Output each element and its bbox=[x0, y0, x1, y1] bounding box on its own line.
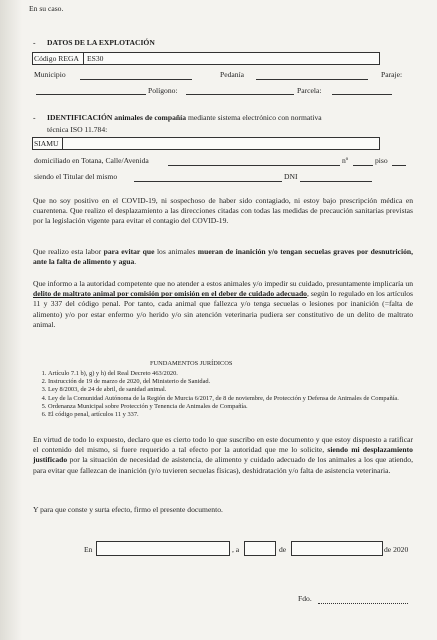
mes-field[interactable] bbox=[291, 541, 383, 556]
domicilio-label: domiciliado en Totana, Calle/Avenida bbox=[34, 156, 149, 165]
pedania-label: Pedanía bbox=[220, 70, 245, 79]
fdo-label: Fdo. bbox=[298, 594, 312, 603]
parcela-label: Parcela: bbox=[297, 86, 322, 95]
bullet-dash-2: - bbox=[33, 113, 36, 122]
paraje-label: Paraje: bbox=[381, 70, 403, 79]
fundamento-item: 2. Instrucción de 19 de marzo de 2020, del Ministerio de Sanidad. bbox=[48, 378, 404, 386]
paragraph-covid: Que no soy positivo en el COVID-19, ni sospechoso de haber sido contagiado, ni estoy bajo prescripción médica en cuarentena. Que realizo el desplazamiento a las direcciones citadas con todas las medidas de precaución sanitarias previstas por la legislación vigente para evitar el contagio del COVID-19. bbox=[33, 196, 413, 226]
piso-label: piso bbox=[375, 156, 388, 165]
paraje-field[interactable] bbox=[36, 94, 146, 95]
dni-field[interactable] bbox=[300, 181, 372, 182]
numero-field[interactable] bbox=[353, 165, 373, 166]
pedania-field[interactable] bbox=[256, 79, 368, 80]
siamu-field[interactable] bbox=[62, 137, 380, 150]
paragraph-declaracion: En virtud de todo lo expuesto, declaro que es cierto todo lo que suscribo en este documento y que estoy dispuesto a ratificar el contenido del mismo, si fuere requerido a tal efecto por la autoridad que me lo solicite, siendo mi desplazamiento justificado por la situación de necesidad de asistencia, de alimento y cuidado adecuado de los animales a los que atiendo, para evitar que fallezcan de inanición (y/o tuvieren secuelas físicas), deshidratación y/o falta de asistencia veterinaria. bbox=[33, 435, 413, 475]
titular-label: siendo el Titular del mismo bbox=[34, 172, 118, 181]
fundamento-item: 6. El código penal, artículos 11 y 337. bbox=[48, 411, 404, 419]
bullet-dash: - bbox=[33, 38, 36, 47]
parcela-field[interactable] bbox=[332, 94, 392, 95]
year-label: de 2020 bbox=[384, 545, 409, 554]
numero-label: nº bbox=[342, 156, 349, 165]
codigo-rega-field[interactable] bbox=[83, 52, 380, 65]
municipio-label: Municipio bbox=[34, 70, 66, 79]
paragraph-maltrato: Que informo a la autoridad competente que no atender a estos animales y/o impedir su cuidado, presuntamente implicaría un delito de maltrato animal por comisión por omisión en el deber de cuidado adecuado, según lo regulado en los artículos 11 y 337 del código penal. Por tanto, cada animal que fallezca y/o tenga secuelas o lesiones por inanición (=falta de alimento) y/o por estar enfermo y/o herido y/o sin atención veterinaria pudiera ser constitutivo de un delito de maltrato animal. bbox=[33, 279, 413, 329]
titular-field[interactable] bbox=[134, 181, 282, 182]
domicilio-field[interactable] bbox=[168, 165, 340, 166]
fundamento-item: 5. Ordenanza Municipal sobre Protección y Tenencia de Animales de Compañía. bbox=[48, 403, 404, 411]
en-su-caso-note: En su caso. bbox=[29, 4, 64, 13]
fundamentos-list bbox=[34, 370, 404, 419]
lugar-field[interactable] bbox=[96, 541, 230, 556]
piso-field[interactable] bbox=[392, 165, 406, 166]
codigo-rega-label: Código REGA bbox=[34, 54, 79, 63]
dia-field[interactable] bbox=[244, 541, 276, 556]
section-title-explotacion: DATOS DE LA EXPLOTACIÓN bbox=[47, 38, 155, 47]
fundamento-item: 3. Ley 8/2003, de 24 de abril, de sanidad animal. bbox=[48, 386, 404, 394]
poligono-label: Polígono: bbox=[148, 86, 178, 95]
section-title-identificacion-2: técnica ISO 11.784: bbox=[47, 125, 108, 134]
section-title-identificacion: IDENTIFICACIÓN animales de compañía mediante sistema electrónico con normativa bbox=[47, 113, 322, 122]
poligono-field[interactable] bbox=[186, 94, 294, 95]
fundamento-item: 1. Artículo 7.1 b), g) y h) del Real Decreto 463/2020. bbox=[48, 370, 404, 378]
siamu-label: SIAMU bbox=[34, 139, 59, 148]
a-label: , a bbox=[232, 545, 240, 554]
municipio-field[interactable] bbox=[80, 79, 192, 80]
de-label: de bbox=[279, 545, 287, 554]
page-shadow bbox=[0, 0, 22, 640]
paragraph-firma: Y para que conste y surta efecto, firmo el presente documento. bbox=[33, 505, 223, 514]
codigo-rega-value: ES30 bbox=[87, 54, 104, 63]
en-label: En bbox=[84, 545, 93, 554]
fundamentos-title: FUNDAMENTOS JURÍDICOS bbox=[150, 360, 233, 367]
firma-field[interactable] bbox=[318, 603, 408, 604]
paragraph-labor: Que realizo esta labor para evitar que los animales mueran de inanición y/o tengan secuelas graves por desnutrición, ante la falta de alimento y agua. bbox=[33, 247, 414, 267]
dni-label: DNI bbox=[284, 172, 298, 181]
fundamento-item: 4. Ley de la Comunidad Autónoma de la Región de Murcia 6/2017, de 8 de noviembre, de Protección y Defensa de Animales de Compañía. bbox=[48, 395, 404, 403]
